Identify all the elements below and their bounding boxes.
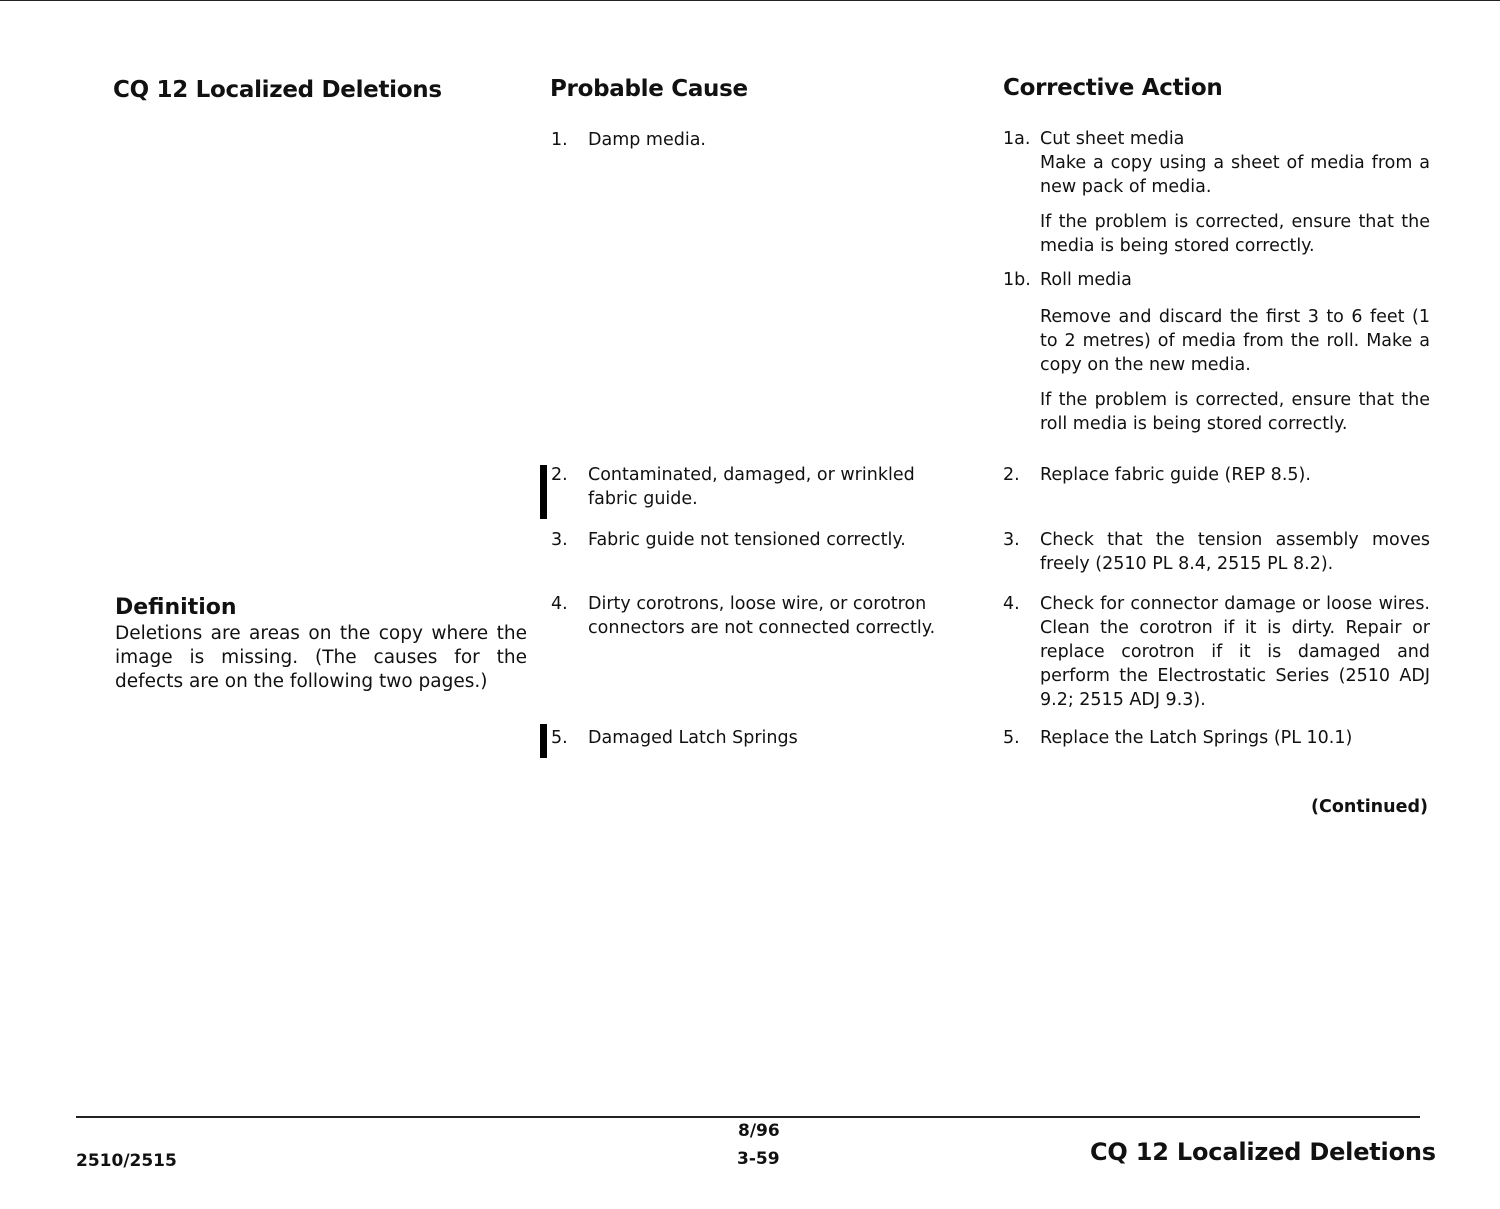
action-number: 1a. — [1003, 129, 1031, 149]
revision-change-bar — [540, 724, 547, 758]
footer-model: 2510/2515 — [76, 1151, 177, 1171]
action-label: Cut sheet media — [1040, 129, 1185, 149]
action-paragraph: If the problem is corrected, ensure that the roll media is being stored correctly. — [1040, 390, 1430, 434]
cause-number: 1. — [551, 130, 568, 150]
cause-item — [551, 592, 971, 640]
action-body — [1040, 127, 1430, 258]
probable-cause-heading: Probable Cause — [550, 76, 748, 102]
action-item-2 — [1003, 463, 1433, 487]
action-text: Replace fabric guide (REP 8.5). — [1040, 465, 1311, 485]
cause-number: 4. — [551, 594, 568, 614]
footer-title: CQ 12 Localized Deletions — [1090, 1138, 1436, 1166]
continued-label: (Continued) — [1311, 797, 1428, 817]
action-number: 1b. — [1003, 270, 1031, 290]
corrective-action-heading: Corrective Action — [1003, 75, 1223, 101]
cause-text: Damp media. — [588, 130, 706, 150]
action-paragraph: Make a copy using a sheet of media from a new pack of media. — [1040, 153, 1430, 197]
cause-item — [551, 726, 971, 750]
cause-text: Damaged Latch Springs — [588, 728, 798, 748]
action-number: 2. — [1003, 465, 1020, 485]
action-body — [1040, 268, 1430, 436]
revision-change-bar — [540, 465, 547, 519]
action-item-1a — [1003, 127, 1433, 257]
action-item-1b — [1003, 268, 1433, 438]
cause-text: Contaminated, damaged, or wrinkled fabric guide. — [588, 465, 915, 509]
cause-number: 2. — [551, 465, 568, 485]
cause-item — [551, 128, 971, 152]
cause-text: Dirty corotrons, loose wire, or corotron connectors are not connected correctly. — [588, 594, 936, 638]
action-number: 5. — [1003, 728, 1020, 748]
cause-item — [551, 528, 971, 552]
page-top-border — [0, 0, 1500, 1]
definition-text: Deletions are areas on the copy where the image is missing. (The causes for the defects are on the following two pages.) — [115, 623, 527, 692]
cause-number: 3. — [551, 530, 568, 550]
action-text: Replace the Latch Springs (PL 10.1) — [1040, 728, 1353, 748]
action-paragraph: If the problem is corrected, ensure that the media is being stored correctly. — [1040, 212, 1430, 256]
action-item-3 — [1003, 528, 1433, 576]
cause-text: Fabric guide not tensioned correctly. — [588, 530, 906, 550]
action-text: Check that the tension assembly moves freely (2510 PL 8.4, 2515 PL 8.2). — [1040, 530, 1430, 574]
action-label: Roll media — [1040, 270, 1132, 290]
footer-page-number: 3-59 — [737, 1149, 780, 1169]
page-title: CQ 12 Localized Deletions — [113, 77, 442, 103]
footer-date: 8/96 — [738, 1121, 780, 1141]
action-item-5 — [1003, 726, 1433, 750]
action-paragraph: Remove and discard the first 3 to 6 feet (1 to 2 metres) of media from the roll. Make a copy on the new media. — [1040, 307, 1430, 375]
action-text: Check for connector damage or loose wires. Clean the corotron if it is dirty. Repair or replace corotron if it is damaged and perform the Electrostatic Series (2510 ADJ 9.2; 2515 ADJ 9.3). — [1040, 594, 1430, 710]
definition-heading: Definition — [115, 595, 237, 620]
action-item-4 — [1003, 592, 1433, 712]
cause-item — [551, 463, 971, 511]
action-number: 3. — [1003, 530, 1020, 550]
footer-divider — [76, 1116, 1420, 1118]
action-number: 4. — [1003, 594, 1020, 614]
cause-number: 5. — [551, 728, 568, 748]
